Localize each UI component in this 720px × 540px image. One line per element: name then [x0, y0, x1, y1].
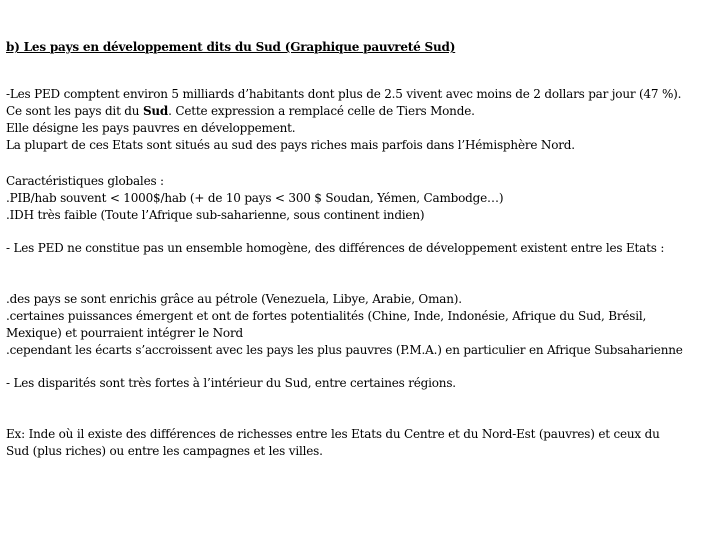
case-emerging-line-1: .certaines puissances émergent et ont de fortes potentialités (Chine, Inde, Indonésie, Afrique du Sud, Brésil, [6, 309, 647, 323]
case-petrol-countries: .des pays se sont enrichis grâce au pétrole (Venezuela, Libye, Arabie, Oman). [6, 292, 462, 306]
intro-line-4: La plupart de ces Etats sont situés au sud des pays riches mais parfois dans l’Hémisphère Nord. [6, 138, 575, 152]
case-pma-gap: .cependant les écarts s’accroissent avec les pays les plus pauvres (P.M.A.) en particulier en Afrique Subsaharienne [6, 343, 683, 357]
example-line-1: Ex: Inde où il existe des différences de richesses entre les Etats du Centre et du Nord-Est (pauvres) et ceux du [6, 427, 660, 441]
characteristics-item-idh: .IDH très faible (Toute l’Afrique sub-saharienne, sous continent indien) [6, 208, 425, 222]
sud-term: Sud [142, 104, 169, 118]
characteristics-heading: Caractéristiques globales : [6, 174, 164, 188]
section-title: b) Les pays en développement dits du Sud (Graphique pauvreté Sud) [6, 40, 456, 54]
intro-line-1: -Les PED comptent environ 5 milliards d’habitants dont plus de 2.5 vivent avec moins de 2 dollars par jour (47 %). [6, 87, 682, 101]
disparities-paragraph: - Les disparités sont très fortes à l’intérieur du Sud, entre certaines régions. [6, 376, 456, 390]
intro-line-2-end: . Cette expression a remplacé celle de Tiers Monde. [168, 104, 475, 118]
intro-line-2-start: Ce sont les pays dit du [6, 104, 143, 118]
characteristics-item-pib: .PIB/hab souvent < 1000$/hab (+ de 10 pays < 300 $ Soudan, Yémen, Cambodge…) [6, 191, 504, 205]
intro-line-2 [6, 103, 475, 119]
case-emerging-line-2: Mexique) et pourraient intégrer le Nord [6, 326, 243, 340]
example-line-2: Sud (plus riches) ou entre les campagnes et les villes. [6, 444, 323, 458]
heterogeneity-paragraph: - Les PED ne constitue pas un ensemble homogène, des différences de développement existent entre les Etats : [6, 241, 665, 255]
intro-line-3: Elle désigne les pays pauvres en développement. [6, 121, 296, 135]
